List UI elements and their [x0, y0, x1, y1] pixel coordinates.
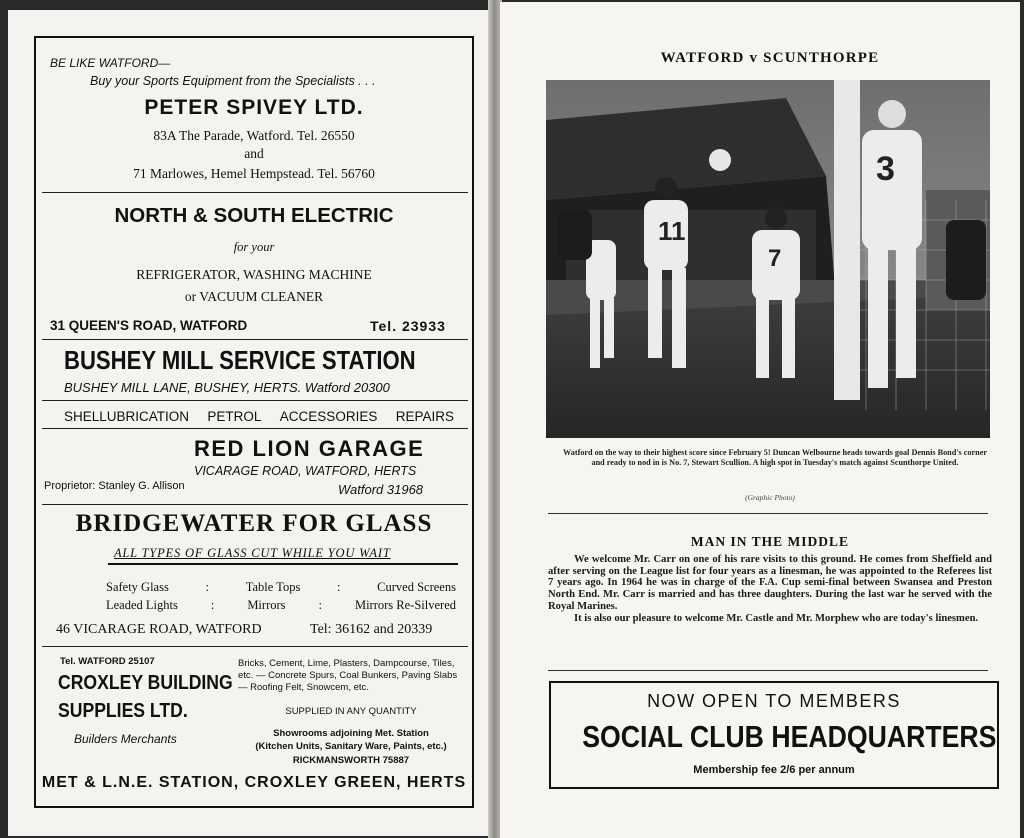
separator: :: [210, 598, 215, 612]
croxley-footer: MET & L.N.E. STATION, CROXLEY GREEN, HERTS: [41, 774, 467, 791]
croxley-showrooms-2: (Kitchen Units, Sanitary Ware, Paints, etc.): [255, 741, 447, 752]
social-line-2: SOCIAL CLUB HEADQUARTERS: [582, 719, 997, 754]
bridgewater-tel: Tel: 36162 and 20339: [310, 622, 433, 637]
advertisements-frame: [34, 36, 474, 808]
red-lion-name: RED LION GARAGE: [194, 436, 425, 461]
separator: :: [205, 580, 210, 594]
electric-name: NORTH & SOUTH ELECTRIC: [114, 204, 394, 227]
tagline-underline: [108, 563, 458, 565]
divider: [42, 646, 468, 647]
article-body: [548, 554, 992, 624]
croxley-name-1: CROXLEY BUILDING: [58, 672, 233, 694]
match-photo-illustration: [546, 80, 990, 438]
separator: :: [337, 580, 341, 594]
divider: [548, 670, 988, 671]
croxley-showrooms-1: Showrooms adjoining Met. Station: [273, 728, 429, 739]
glass-product: Leaded Lights: [106, 598, 178, 612]
bridgewater-tagline: ALL TYPES OF GLASS CUT WHILE YOU WAIT: [114, 546, 391, 560]
player-number-7: 7: [768, 245, 782, 272]
divider: [42, 428, 468, 429]
glass-products-row-2: [106, 598, 456, 613]
match-photo: [546, 80, 990, 438]
photo-caption: Watford on the way to their highest score since February 5! Duncan Welbourne heads towards goal Dennis Bond's corner and ready to nod in is No. 7, Stewart Scullion. A high spot in Tuesday's match against Scunthorpe United.: [563, 448, 987, 467]
service-item: PETROL: [207, 409, 262, 424]
red-lion-address: VICARAGE ROAD, WATFORD, HERTS: [194, 464, 417, 478]
photo-credit: (Graphic Photo): [745, 493, 795, 502]
electric-tel: Tel. 23933: [370, 318, 446, 334]
social-line-3: Membership fee 2/6 per annum: [693, 764, 855, 776]
left-page-ads: [8, 10, 488, 836]
article-paragraph: It is also our pleasure to welcome Mr. Castle and Mr. Morphew who are today's linesmen.: [574, 612, 979, 624]
divider: [42, 400, 468, 401]
croxley-name-2: SUPPLIES LTD.: [58, 700, 188, 722]
bridgewater-name: BRIDGEWATER FOR GLASS: [75, 510, 433, 537]
glass-product: Table Tops: [245, 580, 301, 594]
service-item: REPAIRS: [395, 409, 454, 424]
player-number-3: 3: [876, 150, 895, 188]
croxley-phone: RICKMANSWORTH 75887: [292, 755, 410, 766]
service-item: SHELLUBRICATION: [64, 409, 190, 424]
electric-items-2: or VACUUM CLEANER: [184, 289, 324, 304]
bridgewater-address: 46 VICARAGE ROAD, WATFORD: [56, 622, 262, 637]
spivey-tagline: Buy your Sports Equipment from the Specialists . . .: [90, 74, 376, 88]
spivey-and: and: [244, 146, 264, 161]
social-club-advert: [549, 681, 999, 789]
electric-for-your: for your: [233, 240, 275, 254]
electric-items-1: REFRIGERATOR, WASHING MACHINE: [136, 267, 372, 282]
red-lion-tel: Watford 31968: [338, 482, 424, 497]
glass-product: Mirrors Re-Silvered: [354, 598, 456, 612]
croxley-materials: Bricks, Cement, Lime, Plasters, Dampcourse, Tiles, etc. — Concrete Spurs, Coal Bunkers, Paving Slabs — Roofing Felt, Snowcem, etc.: [238, 658, 458, 693]
croxley-tel: Tel. WATFORD 25107: [60, 656, 155, 667]
divider: [548, 513, 988, 514]
spivey-address-2: 71 Marlowes, Hemel Hempstead. Tel. 56760: [133, 166, 375, 181]
glass-product: Curved Screens: [377, 580, 456, 594]
spivey-name: PETER SPIVEY LTD.: [144, 96, 364, 119]
service-item: ACCESSORIES: [279, 409, 378, 424]
divider: [42, 192, 468, 193]
article-paragraph: We welcome Mr. Carr on one of his rare visits to this ground. He comes from Sheffield and after serving on the League list for four years as a linesman, he was appointed to the Referees list 7 years ago. In 1964 he was in charge of the F.A. Cup semi-final between Swansea and Preston North End. Mr. Carr is married and has three daughters. During the last war he served with the Royal Marines.: [548, 554, 992, 612]
glass-products-row-1: [106, 580, 456, 595]
bushey-name: BUSHEY MILL SERVICE STATION: [64, 345, 416, 375]
spivey-slogan: BE LIKE WATFORD—: [50, 56, 171, 70]
social-line-1: NOW OPEN TO MEMBERS: [647, 691, 901, 711]
bushey-services: [64, 409, 454, 424]
glass-product: Safety Glass: [106, 580, 169, 594]
croxley-supplied: SUPPLIED IN ANY QUANTITY: [285, 706, 417, 717]
bushey-address: BUSHEY MILL LANE, BUSHEY, HERTS. Watford 20300: [64, 380, 390, 395]
divider: [42, 504, 468, 505]
spivey-address-1: 83A The Parade, Watford. Tel. 26550: [153, 128, 355, 143]
electric-address: 31 QUEEN'S ROAD, WATFORD: [50, 318, 248, 333]
player-number-11: 11: [658, 216, 686, 246]
article-title: MAN IN THE MIDDLE: [690, 534, 850, 549]
croxley-subtitle: Builders Merchants: [74, 732, 177, 746]
match-title: WATFORD v SCUNTHORPE: [660, 50, 880, 66]
divider: [42, 339, 468, 340]
red-lion-proprietor: Proprietor: Stanley G. Allison: [44, 480, 185, 492]
right-page-programme: [500, 2, 1020, 838]
separator: :: [318, 598, 322, 612]
glass-product: Mirrors: [247, 598, 286, 612]
